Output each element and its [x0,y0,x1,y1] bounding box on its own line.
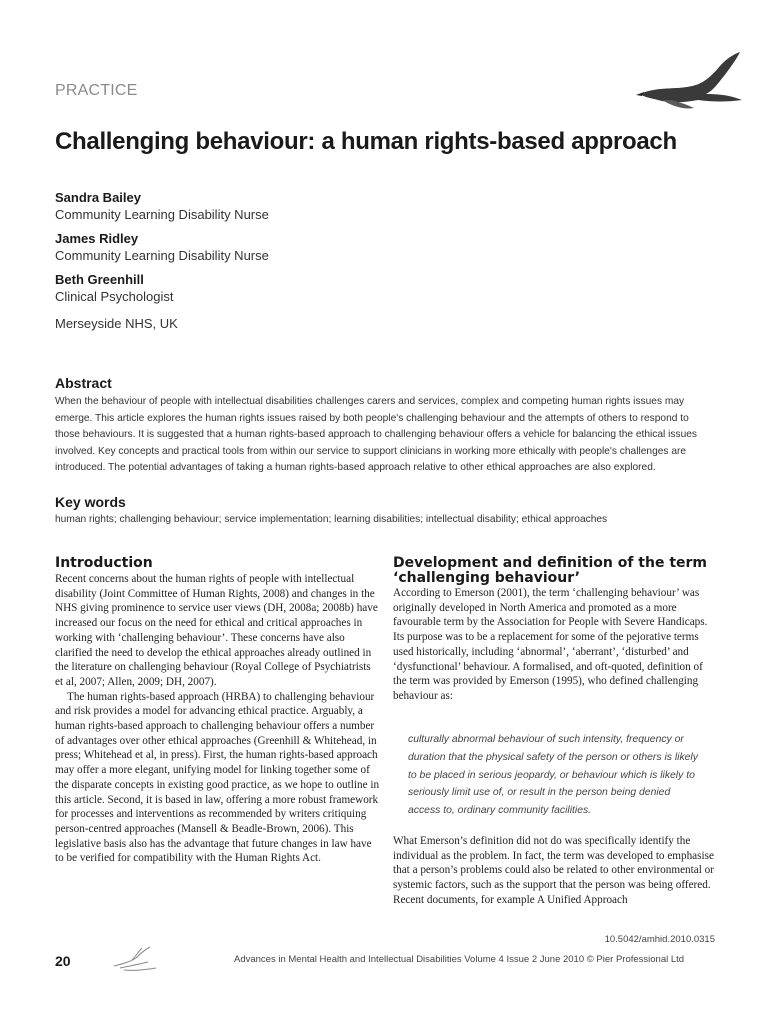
section-label: PRACTICE [55,82,138,99]
keywords-text: human rights; challenging behaviour; service implementation; learning disabilities; intellectual disability; ethical approaches [55,514,608,525]
introduction-paragraph-1: Recent concerns about the human rights of people with intellectual disability (Joint Committee of Human Rights, 2008) and changes in the NHS giving prominence to service user views (DH, 2008a; 2008b) have increased our focus on the need for ethical and critical approaches in working with ‘challenging behaviour’. These concerns have also clarified the need to develop the ethical approaches already outlined in the literature on challenging behaviour (Royal College of Psychiatrists et al, 2007; Allen, 2009; DH, 2007). [55,573,378,688]
development-heading: Development and definition of the term ‘challenging behaviour’ [393,555,708,586]
author-role: Community Learning Disability Nurse [55,207,269,222]
introduction-heading: Introduction [55,555,153,571]
article-title: Challenging behaviour: a human rights-based approach [55,128,677,155]
development-paragraph-2: What Emerson’s definition did not do was specifically identify the individual as the problem. In fact, the term was developed to emphasise that a person’s problems could also be related to other environmental or systemic factors, such as the support that the person was being offered. Recent documents, for example A Unified Approach [393,835,714,906]
page-number: 20 [55,953,71,969]
author-entry [55,189,455,224]
keywords-heading: Key words [55,494,126,510]
definition-quote: culturally abnormal behaviour of such intensity, frequency or duration that the physical safety of the person or others is likely to be placed in serious jeopardy, or behaviour which is likely to seriously limit use of, or result in the person being denied access to, ordinary community facilities. [408,734,698,817]
author-role: Community Learning Disability Nurse [55,248,269,263]
affiliation: Merseyside NHS, UK [55,316,178,331]
author-role: Clinical Psychologist [55,289,174,304]
author-name: Sandra Bailey [55,190,141,205]
author-list [55,189,455,331]
doi: 10.5042/amhid.2010.0315 [604,934,715,945]
development-paragraph-1: According to Emerson (2001), the term ‘challenging behaviour’ was originally developed in North America and promoted as a more favourable term by the Association for People with Severe Handicaps. Its purpose was to be a replacement for some of the pejorative terms used historically, including ‘abnormal’, ‘aberrant’, ‘disturbed’ and ‘dysfunctional’ behaviour. A formalised, and oft-quoted, definition of the term was provided by Emerson (1995), who defined challenging behaviour as: [393,587,708,702]
abstract-heading: Abstract [55,375,112,391]
development-body [393,586,718,704]
journal-citation: Advances in Mental Health and Intellectual Disabilities Volume 4 Issue 2 June 2010 © Pier Professional Ltd [234,954,685,965]
author-name: Beth Greenhill [55,272,144,287]
bird-in-flight-icon [632,50,744,116]
introduction-paragraph-2: The human rights-based approach (HRBA) to challenging behaviour and risk provides a model for advancing ethical practice. Arguably, a human rights-based approach to challenging behaviour offers a number of advantages over other ethical approaches (Greenhill & Whitehead, in press; Whitehead et al, in press). First, the human rights-based approach may offer a more elegant, unifying model for linking together some of the disparate concepts in existing good practice, as we hope to outline in this article. Second, it is based in law, offering a more robust framework for processes and interventions as recommended by writers critiquing person-centred approaches (Mansell & Beadle-Brown, 2006). This legislative basis also has the advantage that future changes in law have to be verified for compatibility with the Human Rights Act. [55,690,380,865]
author-entry [55,230,455,265]
author-name: James Ridley [55,231,139,246]
abstract-text: When the behaviour of people with intellectual disabilities challenges carers and services, complex and competing human rights issues may emerge. This article explores the human rights issues raised by both people's challenging behaviour and the attempts of others to respond to those behaviours. It is suggested that a human rights-based approach to challenging behaviour offers a vehicle for balancing the ethical issues involved. Key concepts and practical tools from within our service to support clinicians in working more ethically with people's challenges are introduced. The potential advantages of taking a human rights-based approach relative to other ethical approaches are also explored. [55,396,698,474]
bird-sketch-icon [110,944,160,974]
author-entry [55,271,455,306]
introduction-body [55,572,380,866]
